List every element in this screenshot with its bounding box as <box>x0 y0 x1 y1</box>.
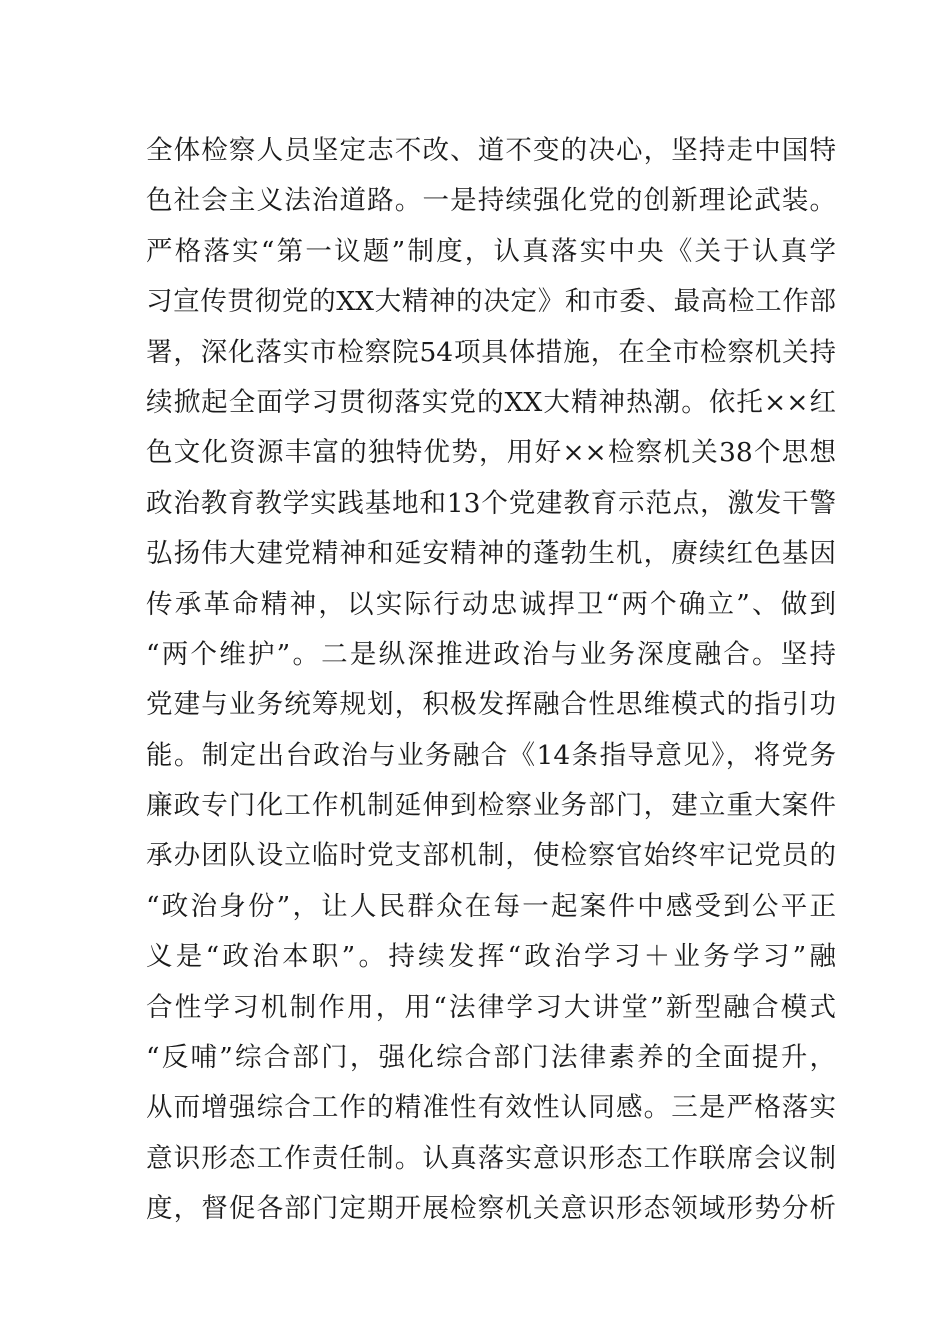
paragraph-line: 弘扬伟大建党精神和延安精神的蓬勃生机，赓续红色基因 <box>146 538 836 570</box>
paragraph-line: “政治身份”，让人民群众在每一起案件中感受到公平正 <box>146 890 836 922</box>
paragraph-line: 党建与业务统筹规划，积极发挥融合性思维模式的指引功 <box>146 689 836 721</box>
paragraph-line: 度，督促各部门定期开展检察机关意识形态领域形势分析 <box>146 1193 836 1225</box>
paragraph-line: “反哺”综合部门，强化综合部门法律素养的全面提升， <box>146 1042 836 1074</box>
paragraph-line: 续掀起全面学习贯彻落实党的XX大精神热潮。依托××红 <box>146 386 836 418</box>
paragraph-line: 承办团队设立临时党支部机制，使检察官始终牢记党员的 <box>146 840 836 872</box>
paragraph-line: 意识形态工作责任制。认真落实意识形态工作联席会议制 <box>146 1142 836 1174</box>
paragraph-line: 传承革命精神，以实际行动忠诚捍卫“两个确立”、做到 <box>146 588 836 620</box>
paragraph-line: 政治教育教学实践基地和13个党建教育示范点，激发干警 <box>146 487 836 519</box>
paragraph-line: “两个维护”。二是纵深推进政治与业务深度融合。坚持 <box>146 638 836 670</box>
body-paragraph <box>146 126 836 1235</box>
paragraph-line: 义是“政治本职”。持续发挥“政治学习＋业务学习”融 <box>146 941 836 973</box>
paragraph-line: 习宣传贯彻党的XX大精神的决定》和市委、最高检工作部 <box>146 286 836 318</box>
paragraph-line: 署，深化落实市检察院54项具体措施，在全市检察机关持 <box>146 336 836 368</box>
paragraph-line: 色文化资源丰富的独特优势，用好××检察机关38个思想 <box>146 437 836 469</box>
paragraph-line: 廉政专门化工作机制延伸到检察业务部门，建立重大案件 <box>146 790 836 822</box>
paragraph-line: 色社会主义法治道路。一是持续强化党的创新理论武装。 <box>146 185 836 217</box>
paragraph-line: 严格落实“第一议题”制度，认真落实中央《关于认真学 <box>146 235 836 267</box>
paragraph-line: 全体检察人员坚定志不改、道不变的决心，坚持走中国特 <box>146 135 836 166</box>
paragraph-line: 合性学习机制作用，用“法律学习大讲堂”新型融合模式 <box>146 991 836 1023</box>
paragraph-line: 从而增强综合工作的精准性有效性认同感。三是严格落实 <box>146 1092 836 1124</box>
paragraph-line: 能。制定出台政治与业务融合《14条指导意见》，将党务 <box>146 739 836 771</box>
